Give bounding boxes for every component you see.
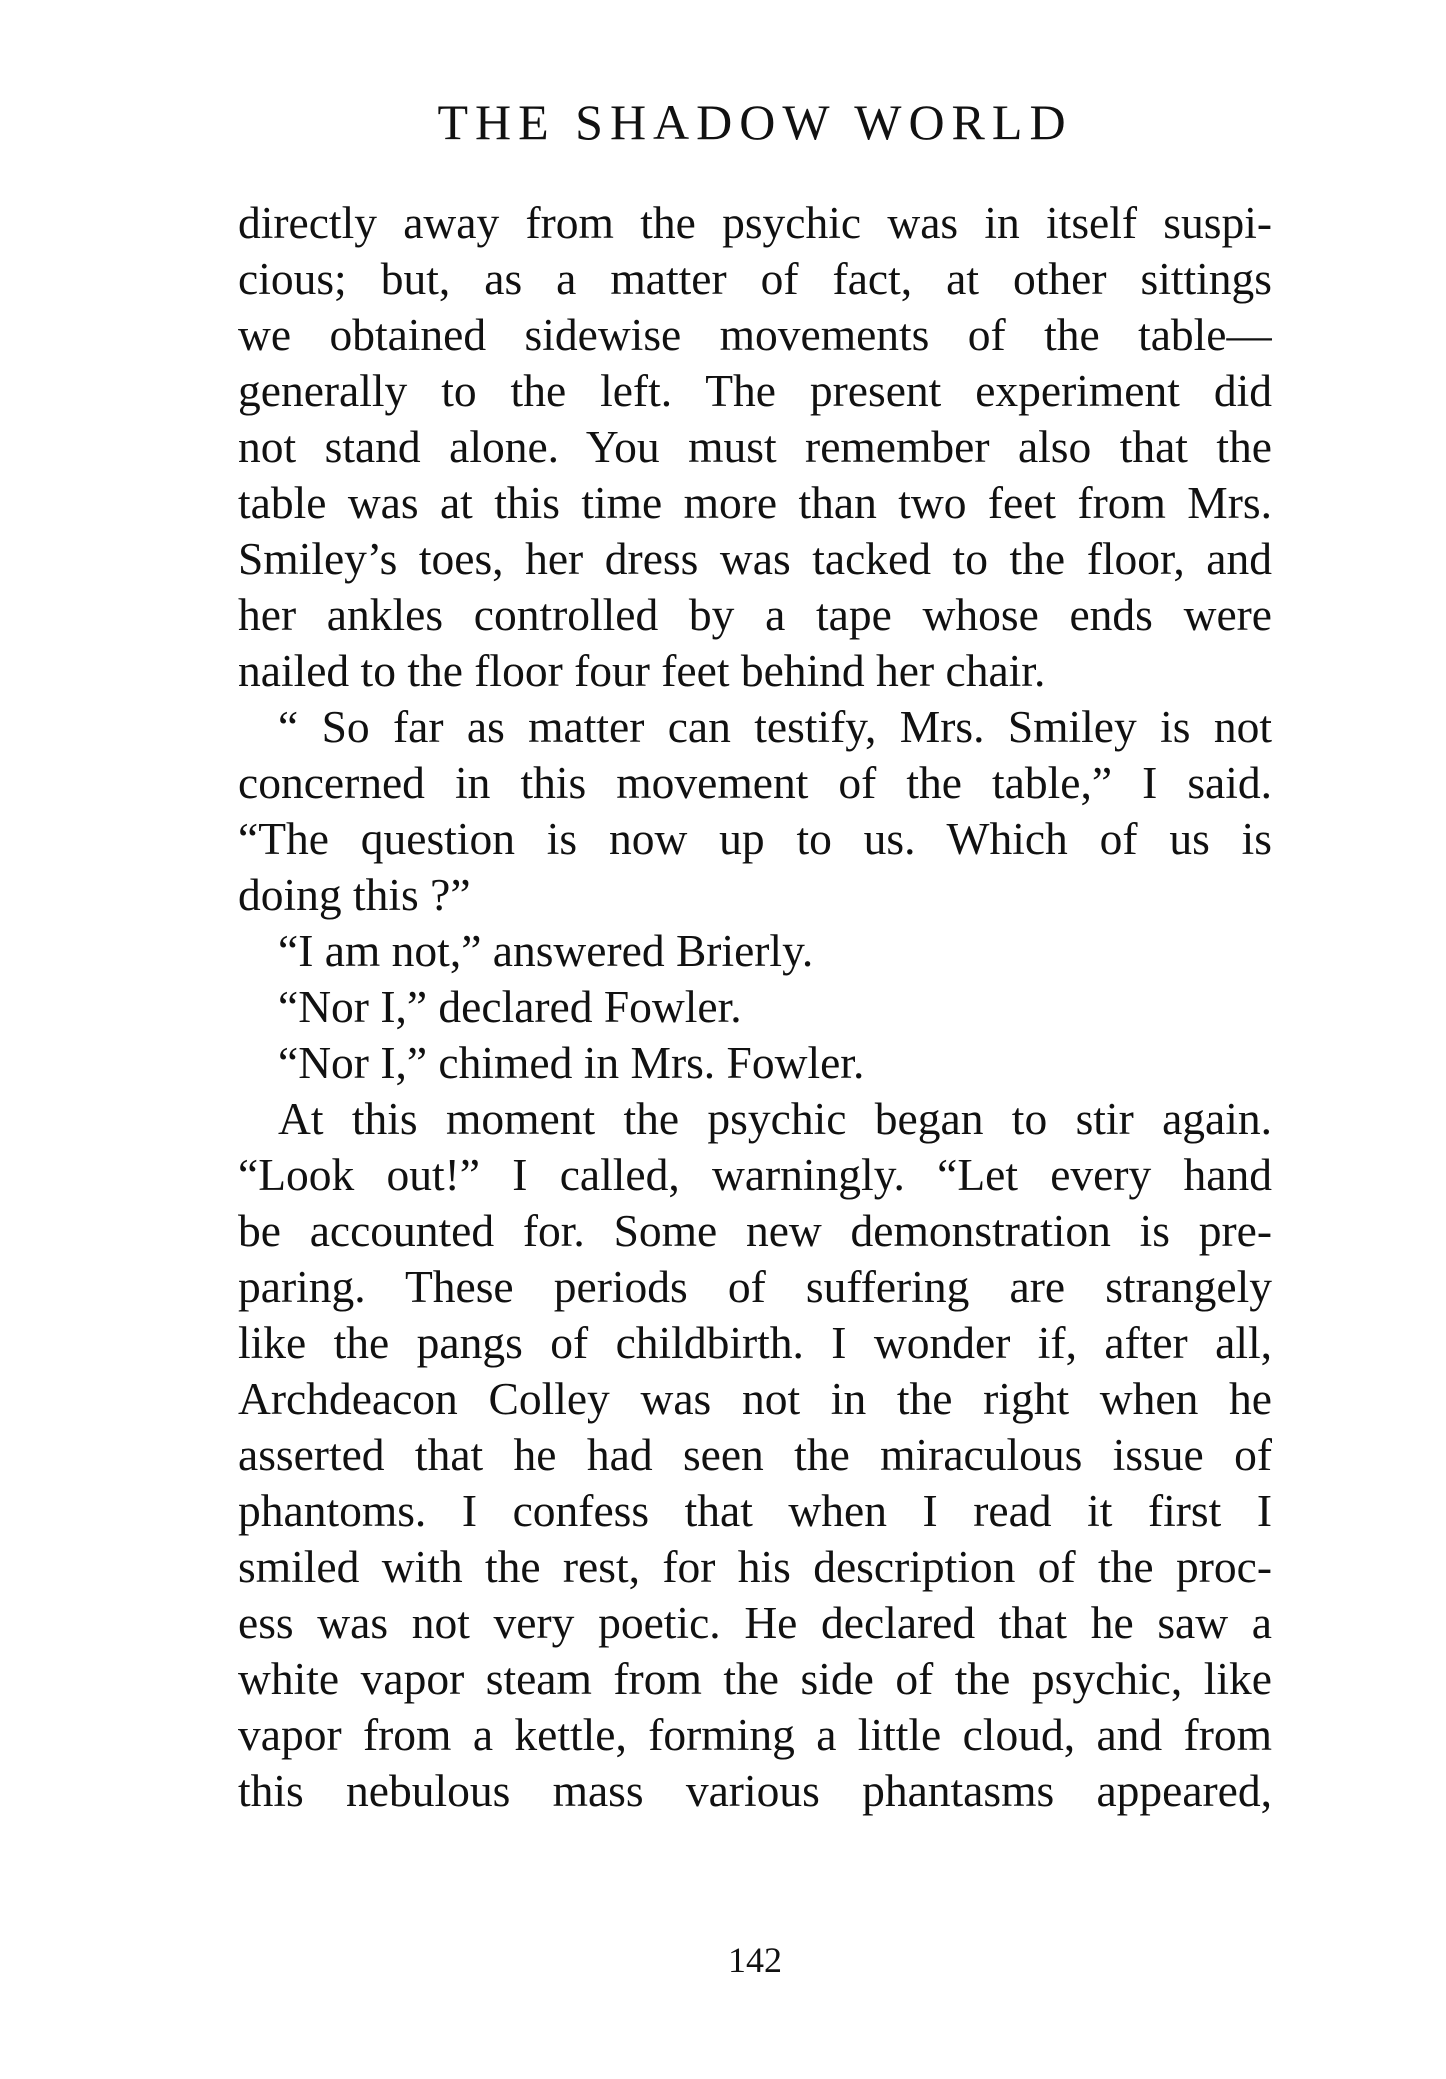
text-line: “ So far as matter can testify, Mrs. Smiley is not — [278, 701, 1272, 752]
text-line: nailed to the floor four feet behind her chair. — [238, 645, 1046, 696]
text-line: “Nor I,” chimed in Mrs. Fowler. — [278, 1037, 865, 1088]
text-line: “Look out!” I called, warningly. “Let every hand — [238, 1149, 1272, 1200]
text-line: table was at this time more than two feet from Mrs. — [238, 477, 1272, 528]
text-line: Archdeacon Colley was not in the right when he — [238, 1373, 1272, 1424]
text-line: ess was not very poetic. He declared that he saw a — [238, 1597, 1272, 1648]
text-line: directly away from the psychic was in itself suspi- — [238, 197, 1272, 248]
text-line: asserted that he had seen the miraculous issue of — [238, 1429, 1272, 1480]
text-line: paring. These periods of suffering are strangely — [238, 1261, 1272, 1312]
text-line: phantoms. I confess that when I read it first I — [238, 1485, 1272, 1536]
text-line: be accounted for. Some new demonstration is pre- — [238, 1205, 1272, 1256]
text-line: Smiley’s toes, her dress was tacked to the floor, and — [238, 533, 1272, 584]
text-line: At this moment the psychic began to stir again. — [278, 1093, 1272, 1144]
text-line: we obtained sidewise movements of the table— — [238, 309, 1272, 360]
text-line: this nebulous mass various phantasms appeared, — [238, 1765, 1272, 1816]
body-text — [238, 195, 1272, 1819]
text-line: concerned in this movement of the table,” I said. — [238, 757, 1272, 808]
text-line: vapor from a kettle, forming a little cloud, and from — [238, 1709, 1272, 1760]
text-line: “The question is now up to us. Which of us is — [238, 813, 1272, 864]
text-line: “I am not,” answered Brierly. — [278, 925, 814, 976]
text-line: not stand alone. You must remember also that the — [238, 421, 1272, 472]
text-line: white vapor steam from the side of the psychic, like — [238, 1653, 1272, 1704]
text-line: generally to the left. The present experiment did — [238, 365, 1272, 416]
running-head: THE SHADOW WORLD — [437, 94, 1073, 150]
text-line: “Nor I,” declared Fowler. — [278, 981, 742, 1032]
page-number: 142 — [728, 1940, 782, 1980]
text-line: smiled with the rest, for his description of the proc- — [238, 1541, 1272, 1592]
text-line: doing this ?” — [238, 869, 471, 920]
text-line: cious; but, as a matter of fact, at other sittings — [238, 253, 1272, 304]
text-line: her ankles controlled by a tape whose ends were — [238, 589, 1272, 640]
text-line: like the pangs of childbirth. I wonder if, after all, — [238, 1317, 1272, 1368]
